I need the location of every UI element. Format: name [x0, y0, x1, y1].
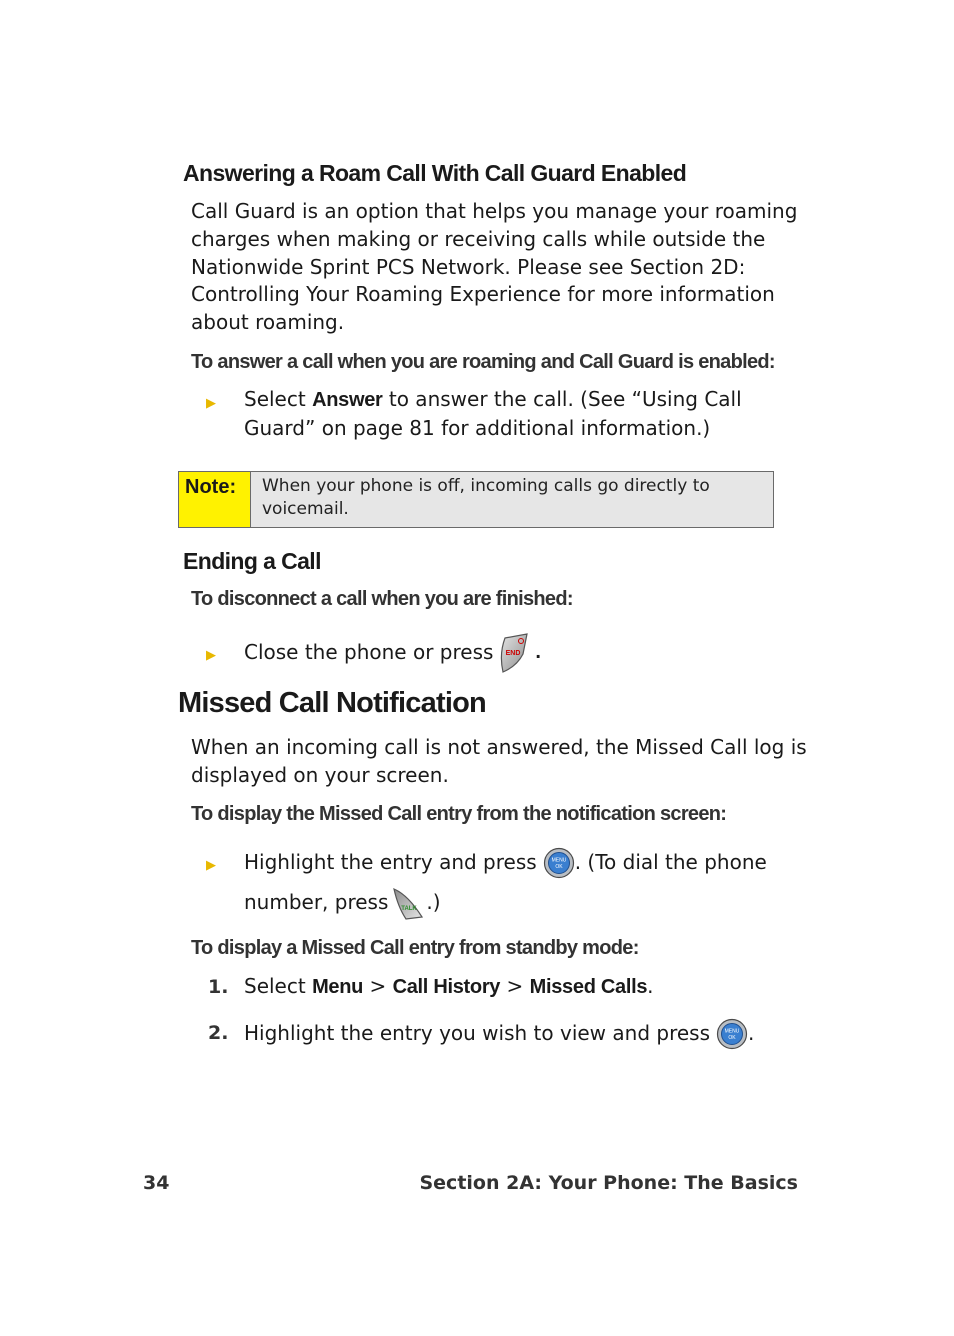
bullet-answer-call [244, 386, 742, 443]
bullet-text: number, press [244, 890, 389, 915]
step-period: . [748, 1021, 755, 1046]
ok-key-label: OK [555, 864, 563, 870]
menu-key-label: MENU [724, 1028, 740, 1035]
menu-ok-key-icon [716, 1018, 748, 1050]
instruction-notification-screen: To display the Missed Call entry from the notification screen: [191, 803, 727, 825]
bullet-text: Close the phone or press [244, 640, 494, 665]
bullet-text: Guard” on page 81 for additional information.) [244, 415, 711, 440]
menu-separator: > [363, 974, 393, 998]
bullet-arrow-icon: ▶ [206, 858, 216, 873]
note-text [262, 475, 710, 521]
paragraph-line: When an incoming call is not answered, the Missed Call log is [191, 735, 807, 759]
paragraph-line: Controlling Your Roaming Experience for more information [191, 282, 775, 307]
section-heading-missed-call: Missed Call Notification [178, 687, 486, 719]
section-footer-title: Section 2A: Your Phone: The Basics [419, 1172, 798, 1194]
paragraph-line: displayed on your screen. [191, 762, 449, 787]
bullet-highlight-entry [244, 846, 767, 880]
menu-ok-key-icon [543, 847, 575, 879]
end-key-icon [497, 632, 531, 674]
step-select-menu [244, 973, 654, 1002]
bullet-text: Select [244, 387, 313, 411]
step-text: Select [244, 974, 313, 998]
paragraph-line: Call Guard is an option that helps you manage your roaming [191, 199, 798, 223]
paragraph-line: Nationwide Sprint PCS Network. Please see Section 2D: [191, 254, 746, 279]
step-highlight-view [244, 1018, 754, 1050]
paragraph-line: about roaming. [191, 310, 345, 335]
missed-call-paragraph [191, 734, 807, 790]
step-text: Highlight the entry you wish to view and press [244, 1021, 710, 1046]
note-line: When your phone is off, incoming calls go directly to [262, 476, 710, 496]
bullet-text: . (To dial the phone [574, 850, 767, 875]
talk-key-label: TALK [401, 906, 418, 912]
step-number: 2. [208, 1022, 229, 1044]
instruction-disconnect: To disconnect a call when you are finished: [191, 588, 573, 610]
step-period: . [647, 974, 654, 998]
section-heading-ending-call: Ending a Call [183, 548, 321, 574]
answer-option: Answer [312, 389, 383, 411]
bullet-text: to answer the call. (See “Using Call [382, 387, 742, 411]
menu-option: Menu [312, 976, 364, 998]
bullet-arrow-icon: ▶ [206, 648, 216, 663]
call-guard-paragraph [191, 198, 797, 337]
instruction-standby-mode: To display a Missed Call entry from standby mode: [191, 937, 639, 959]
section-heading-roam-call: Answering a Roam Call With Call Guard Enabled [183, 160, 687, 186]
ok-key-label: OK [728, 1035, 736, 1041]
missed-calls-option: Missed Calls [529, 976, 648, 998]
bullet-close-phone [244, 632, 541, 674]
page-number: 34 [143, 1172, 170, 1194]
paragraph-line: charges when making or receiving calls while outside the [191, 226, 766, 251]
note-line: voicemail. [262, 499, 349, 519]
bullet-text: .) [426, 890, 441, 915]
note-label: Note: [179, 472, 251, 527]
note-box [178, 471, 774, 528]
menu-separator: > [500, 974, 530, 998]
end-key-label: END [506, 650, 521, 657]
instruction-answer-roam: To answer a call when you are roaming and Call Guard is enabled: [191, 351, 775, 373]
bullet-text: Highlight the entry and press [244, 850, 537, 875]
bullet-period: . [535, 641, 541, 664]
step-number: 1. [208, 976, 229, 998]
bullet-arrow-icon: ▶ [206, 396, 216, 411]
call-history-option: Call History [392, 976, 501, 998]
bullet-dial-number [244, 884, 441, 922]
menu-key-label: MENU [551, 857, 567, 864]
talk-key-icon [392, 885, 426, 921]
